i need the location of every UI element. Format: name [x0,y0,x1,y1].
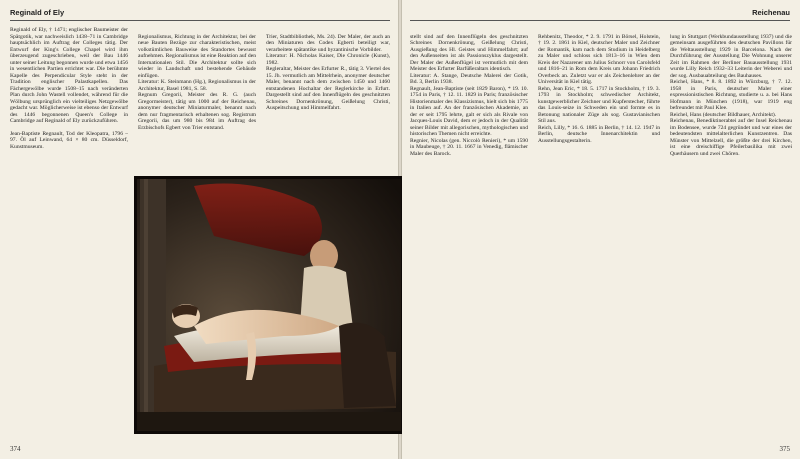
left-running-head: Reginald of Ely [10,8,65,17]
right-page [402,0,800,459]
entry-regleraltar-continued: stellt sind auf den Innenflügeln des geschnitzten Schreines Dornenkrönung, Geißelung Christi, Ausgießung des Hl. Geistes und Himmelfahrt; auf den Außenseiten ist als Passionszyklus dargestellt. Der Maler der Außenflügel ist vermutlich mit dem Meister des Erfurter Barfüßeraltars identisch. Literatur: A. Stange, Deutsche Malerei der Gotik, Bd. 3, Berlin 1938. Regnault, Jean-Baptiste (seit 1829 Baron), * 19. 10. 1754 in Paris, † 12. 11. 1829 in Paris; französischer Historienmaler des Klassizismus, hielt sich bis 1775 in Italien auf. An der französischen Akademie, an der er seit 1795 lehrte, galt er sich als Rivale von Jacques-Louis David, dem er jedoch in der Qualität seiner Bilder mit allegorischen, mythologischen und historischen Themen nicht erreichte. Regnier, Nicolas (gen. Niccolò Renieri), * um 1590 in Maubeuge, † 20. 11. 1667 in Venedig, flämischer Maler des Barock. [410,33,528,157]
entry-regleraltar: Trier, Stadtbibliothek, Ms. 24). Der Maler, der auch an den Miniaturen des Codex Egberti beteiligt war, verarbeitete spätantike und byzantinische Vorbilder. Literatur: H. Nicholas Kaiser, Die Chronicle (Kunst), 1982. Regleraltar, Meister des Erfurter R., tätig 3. Viertel des 15. Jh. vermutlich am Mittelrhein, anonymer deutscher Maler, benannt nach dem zwischen 1450 und 1460 entstandenen Hochaltar der Reglerkirche in Erfurt. Dargestellt sind auf den Innenflügeln des geschnitzten Schreines Dornenkrönung, Geißelung Christi, Auspeitschung und Himmelfahrt. [266,33,390,111]
left-column-2 [138,27,256,173]
left-column-1 [10,27,128,427]
right-column-1-top [410,27,528,187]
painting-caption: Jean-Baptiste Regnault, Tod der Kleopatra, 1796 – 97. Öl auf Leinwand, 64 × 80 cm. Düsseldorf, Kunstmuseum. [10,130,128,150]
left-header-rule [10,20,390,21]
right-page-number: 375 [779,445,790,453]
entry-reginald-of-ely: Reginald of Ely, † 1471; englischer Baumeister der Spätgotik, war nachweislich 1438–71 in Cambridge hauptsächlich im Auftrag der Colleges tätig. Der Entwurf der King's College Chapel wird ihm überzeugend zugeschrieben, weil der Bau 1446 unter seiner Leitung begonnen wurde und etwa 1456 in wesentlichen Partien errichtet war. Die berühmte Kapelle des Perpendicular Style steht in der Tradition englischer Palastkapellen. Das Fächergewölbe wurde 1508–15 nach veränderten Plan durch John Wastell vollendet, während für die Wölbung ursprünglich ein vielteiliges Netzgewölbe gedacht war. Möglicherweise ist ebenso der Entwurf des 1446 begonnenen Queen's College in Cambridge auf Reginald of Ely zurückzuführen. [10,27,128,124]
right-column-3 [670,27,792,437]
entry-rehbenitz-rehn-reich: Rehbenitz, Theodor, * 2. 9. 1791 in Börsel, Holstein, † 19. 2. 1861 in Kiel, deutscher Maler und Zeichner der Romantik, kam nach dem Studium in Heidelberg zu Maler und schloss sich 1813–16 in Wien dem Kreis der Nazarener um Julius Schnorr von Carolsfeld und 1816–21 in Rom dem Kreis um Johann Friedrich Overbeck an. Zuletzt war er als Zeichenlehrer an der Universität in Kiel tätig. Rehn, Jean Eric, * 18. 5. 1717 in Stockholm, † 19. 3. 1793 in Stockholm; schwedischer Architekt, kunstgewerblicher Zeichner und Kupferstecher, führte das Louis-seize in Schweden ein und formte es in Betonung nationaler Züge als sog. Gustavianischen Stil aus. Reich, Lilly, * 16. 6. 1885 in Berlin, † 14. 12. 1947 in Berlin, deutsche Innenarchitektin und Ausstellungsgestalterin. [538,33,660,144]
right-column-2 [538,27,660,437]
right-running-head: Reichenau [752,8,790,17]
painting-death-of-cleopatra [134,176,404,434]
entry-reichel-reichenau: lung in Stuttgart (Werkbundausstellung 1937) und die gemeinsam ausgeführten des deutschen Pavillons für die Weltausstellung 1929 in Barcelona. Nach der Durchführung der Ausstellung Die Wohnung unserer Zeit im Rahmen der Berliner Bauausstellung 1931 wurde Lilly Reich 1932–33 Leiterin der Weberei und der sog. Ausbauabteilung des Bauhauses. Reichel, Hans, * 8. 8. 1892 in Würzburg, † 7. 12. 1958 in Paris, deutscher Maler einer expressionistischen Richtung, studierte u. a. bei Hans Hofmann in München (1918), war 1919 eng befreundet mit Paul Klee. Reichel, Hans (deutscher Bildhauer, Architekt). Reichenau, Benediktinerabtei auf der Insel Reichenau im Bodensee, wurde 724 gegründet und war eines der bedeutendsten mittelalterlichen Kunstzentren. Das Münster von Mittelzell, die größte der drei Kirchen, ist eine dreischiffige Pfeilerbasilika mit zwei Querhäusern und zwei Chören. [670,33,792,157]
left-page-number: 374 [10,445,21,453]
right-header-rule [410,20,790,21]
painting-image [134,176,404,434]
entry-regionalismus: Regionalismus, Richtung in der Architektur, bei der neue Bauten Bezüge zur charakteristischen, meist volkstümlichen Bauweise des Standortes bewusst aufnehmen. Regionalismus ist eine Reaktion auf den Internationalen Stil. Die Architektur sollte sich wieder in Landschaft und bestehende Gebäude einfügen. Literatur: K. Steinmann (Hg.), Regionalismus in der Architektur, Basel 1981, S. 58. Regnum Gregorii, Meister des R. G. (auch Gregormeister), tätig um 1000 auf der Reichenau, anonymer deutscher Miniaturmaler, benannt nach dem nur fragmentarisch erhaltenen sog. Registrum Gregorii, das um 980 bis 984 im Auftrag des Erzbischofs Egbert von Trier entstand. [138,33,256,131]
left-column-3 [266,27,390,173]
